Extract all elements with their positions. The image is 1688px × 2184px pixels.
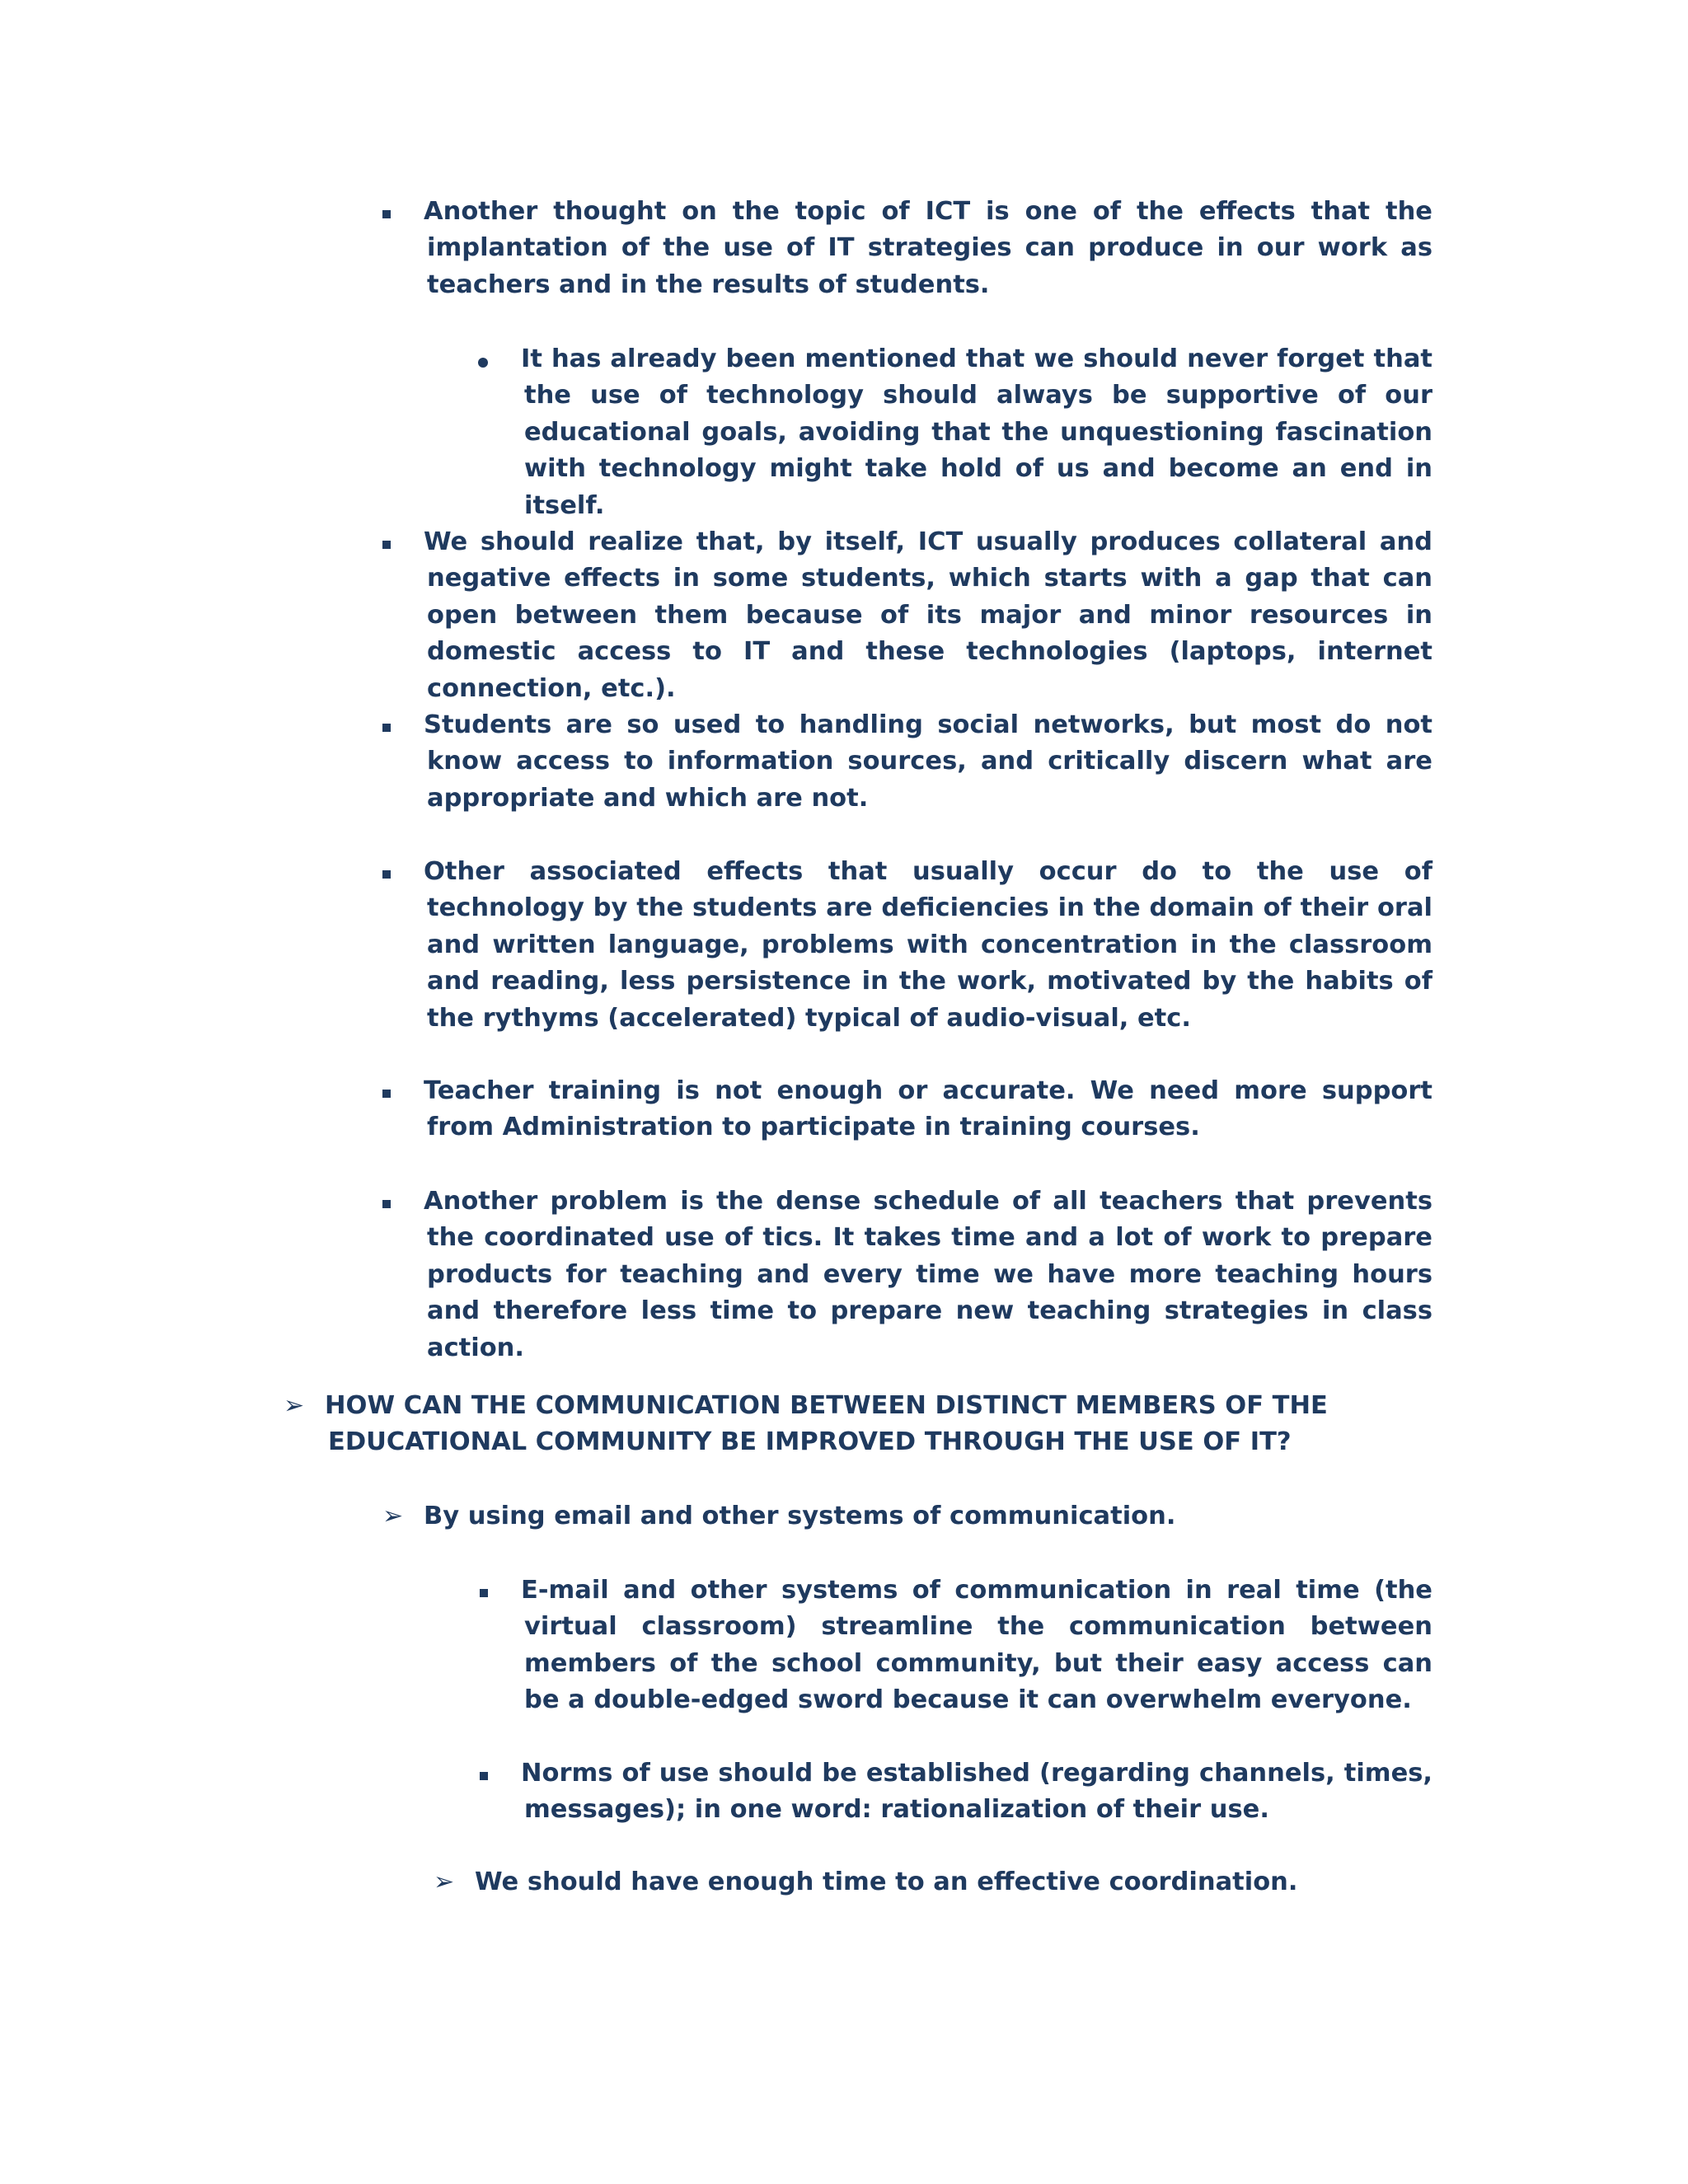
list-item: [424, 707, 1432, 817]
list-item: [424, 524, 1432, 707]
square-bullet-icon: [382, 210, 391, 218]
paragraph-text: Teacher training is not enough or accurate. We need more support from Administration to participate in training courses.: [424, 1076, 1432, 1142]
section-heading: [284, 1388, 1432, 1461]
heading-text: HOW CAN THE COMMUNICATION BETWEEN DISTINCT MEMBERS OF THE EDUCATIONAL COMMUNITY BE IMPROVED THROUGH THE USE OF IT?: [325, 1391, 1328, 1457]
paragraph-text: Another problem is the dense schedule of all teachers that prevents the coordinated use of tics. It takes time and a lot of work to prepare products for teaching and every time we have more teaching hours and therefore less time to prepare new teaching strategies in class action.: [424, 1187, 1432, 1362]
paragraph-text: Students are so used to handling social networks, but most do not know access to information sources, and critically discern what are appropriate and which are not.: [424, 710, 1432, 813]
round-bullet-icon: [478, 358, 488, 368]
list-item: [424, 1183, 1432, 1366]
list-item: [521, 1572, 1432, 1719]
square-bullet-icon: [382, 541, 391, 549]
paragraph-text: E-mail and other systems of communication in real time (the virtual classroom) streamline the communication between members of the school community, but their easy access can be a double-edged sword because it can overwhelm everyone.: [521, 1576, 1432, 1715]
arrow-bullet-icon: ➢: [382, 1502, 404, 1530]
paragraph-text: Other associated effects that usually occur do to the use of technology by the students are deficiencies in the domain of their oral and written language, problems with concentration in the classroom and reading, less persistence in the work, motivated by the habits of the rythyms (accelerated) typical of audio-visual, etc.: [424, 857, 1432, 1033]
list-item: [424, 1073, 1432, 1146]
square-bullet-icon: [480, 1772, 488, 1780]
paragraph-text: It has already been mentioned that we should never forget that the use of technology should always be supportive of our educational goals, avoiding that the unquestioning fascination with technology might take hold of us and become an end in itself.: [521, 344, 1432, 520]
paragraph-text: By using email and other systems of communication.: [424, 1502, 1176, 1530]
list-item: [434, 1864, 1432, 1900]
square-bullet-icon: [382, 870, 391, 879]
list-item: [521, 1755, 1432, 1829]
paragraph-text: Another thought on the topic of ICT is one of the effects that the implantation of the use of IT strategies can produce in our work as teachers and in the results of students.: [424, 197, 1432, 299]
square-bullet-icon: [382, 1200, 391, 1208]
square-bullet-icon: [382, 1090, 391, 1098]
list-item: [382, 1498, 1432, 1535]
list-item: [424, 854, 1432, 1037]
square-bullet-icon: [382, 724, 391, 732]
square-bullet-icon: [480, 1589, 488, 1597]
list-item: [521, 341, 1432, 524]
paragraph-text: Norms of use should be established (regarding channels, times, messages); in one word: rationalization of their use.: [521, 1759, 1432, 1825]
list-item: [424, 194, 1432, 303]
arrow-bullet-icon: ➢: [284, 1391, 305, 1420]
paragraph-text: We should realize that, by itself, ICT usually produces collateral and negative effects in some students, which starts with a gap that can open between them because of its major and minor resources in domestic access to IT and these technologies (laptops, internet connection, etc.).: [424, 527, 1432, 703]
paragraph-text: We should have enough time to an effective coordination.: [475, 1868, 1298, 1896]
arrow-bullet-icon: ➢: [434, 1868, 455, 1896]
